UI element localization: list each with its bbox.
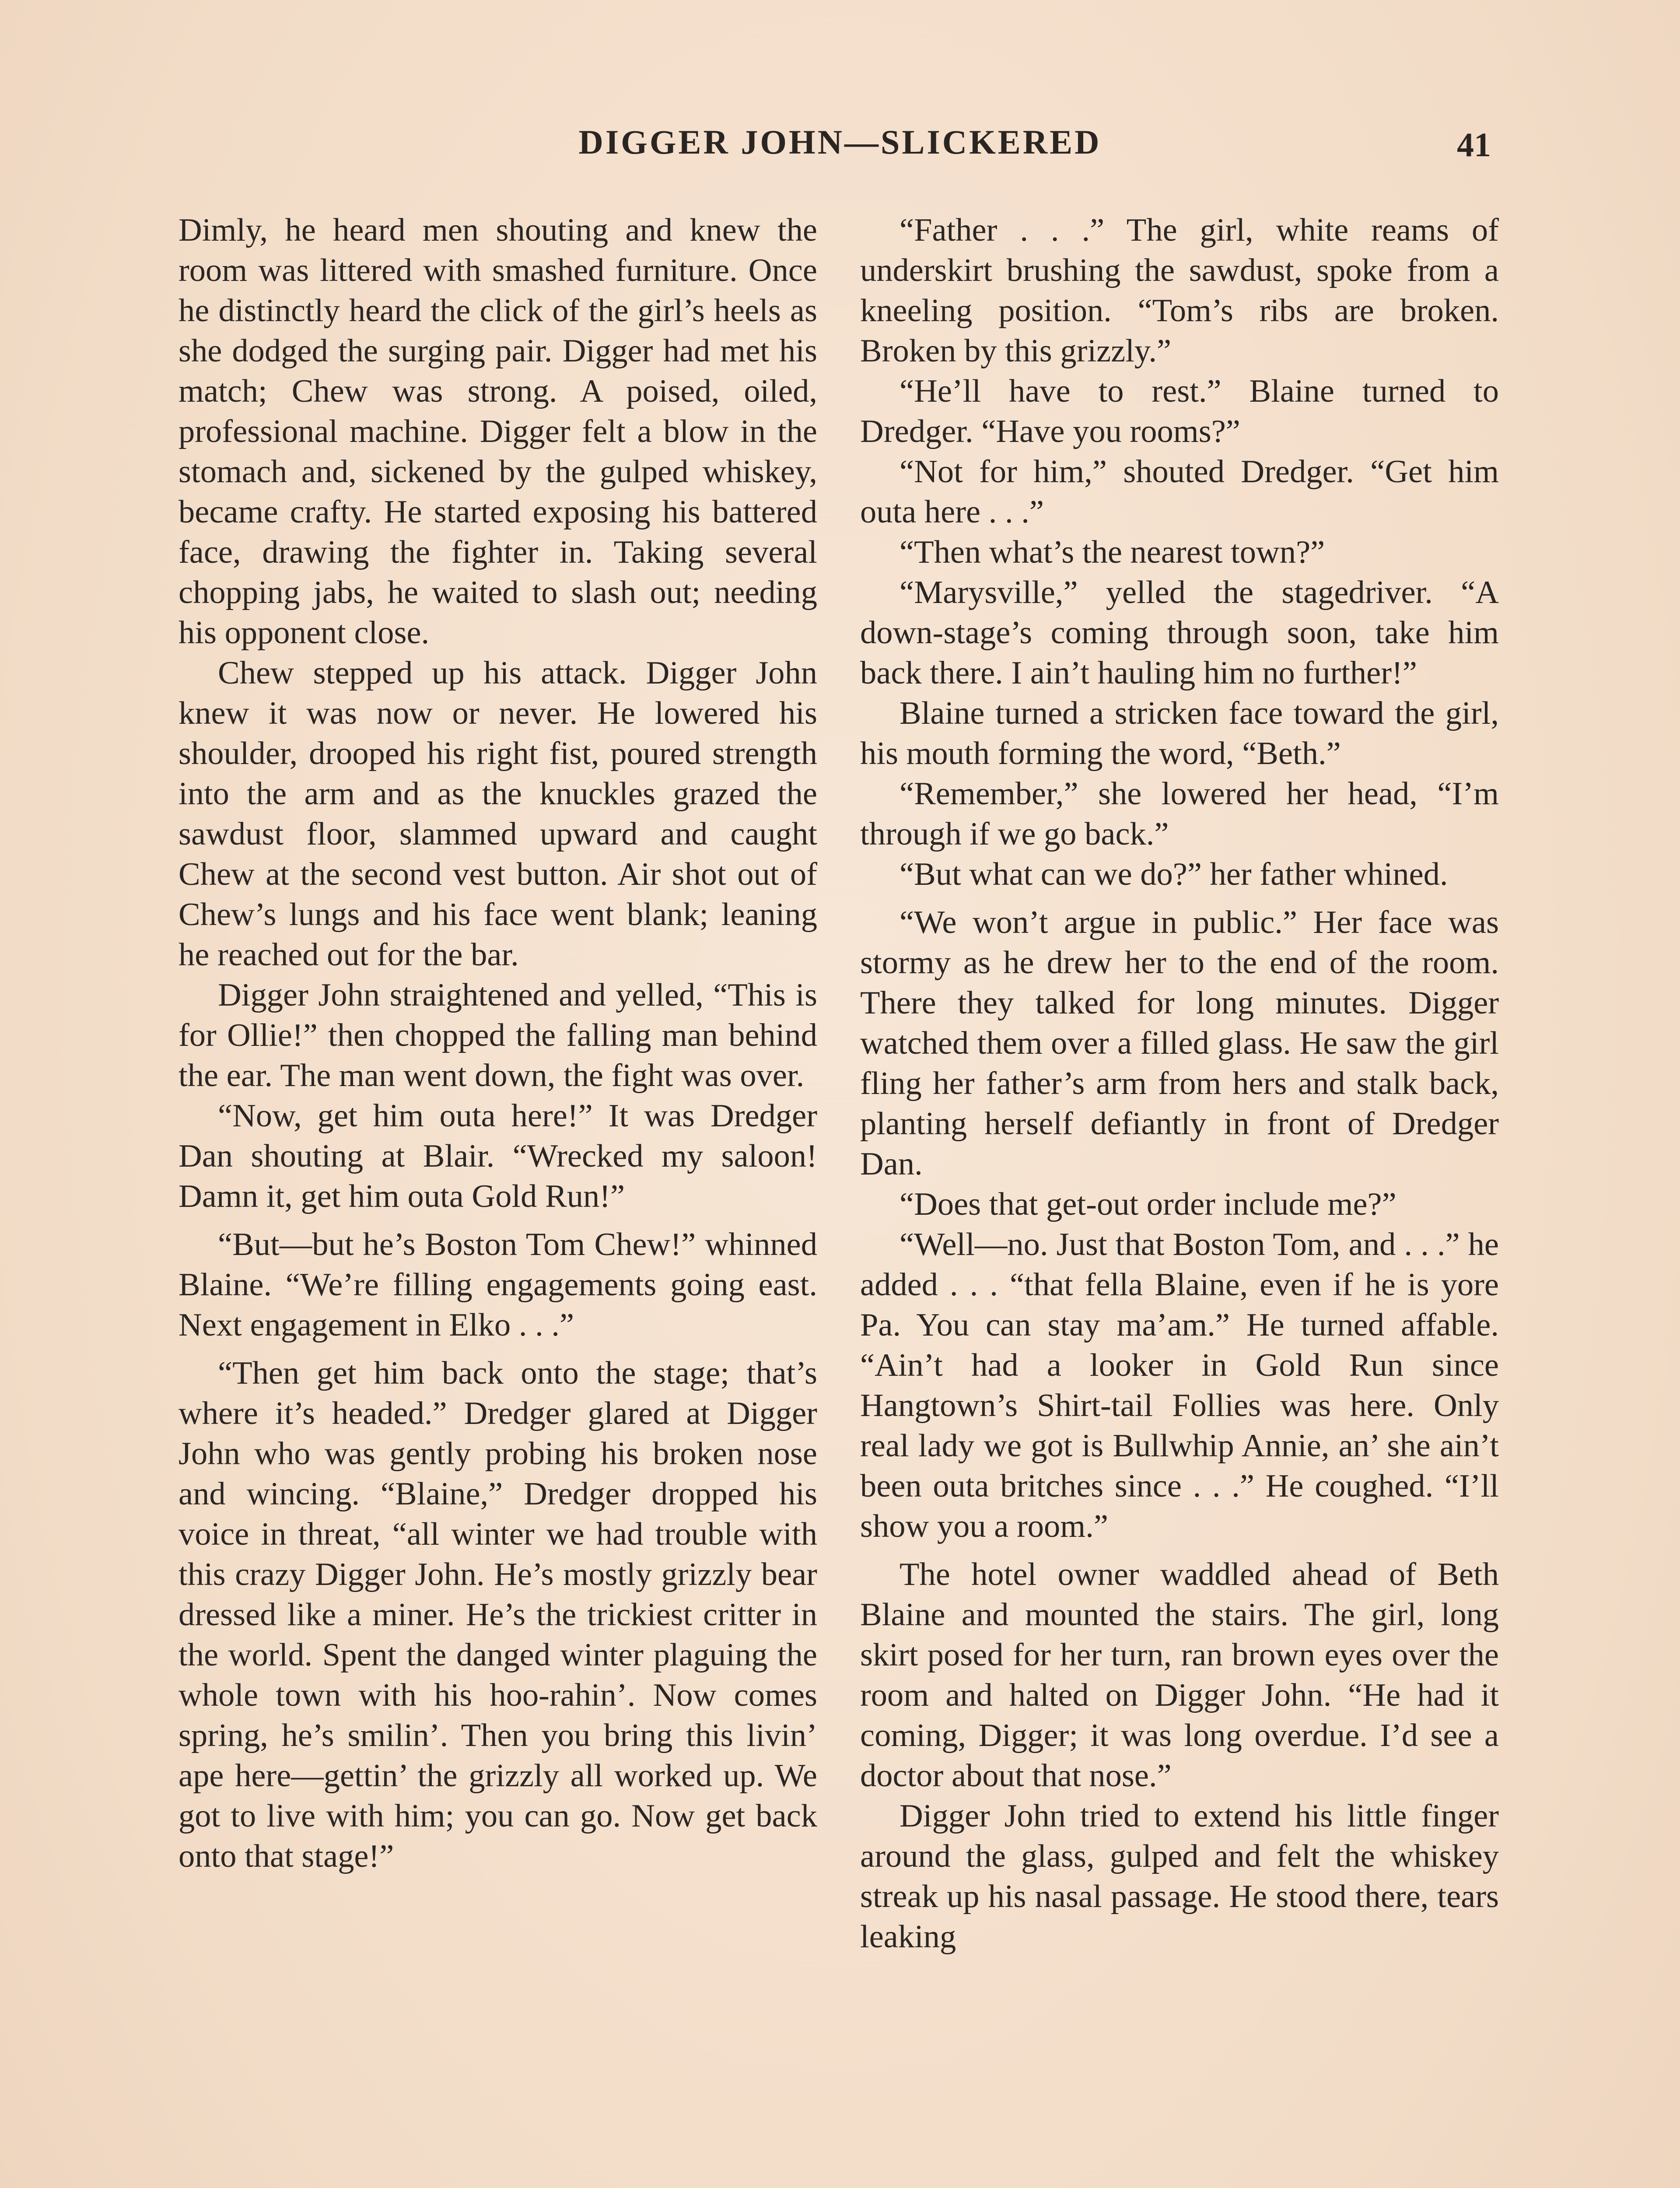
page-title: DIGGER JOHN—SLICKERED: [578, 123, 1102, 161]
paragraph: “Not for him,” shouted Dredger. “Get him outa here . . .”: [860, 454, 1499, 530]
paragraph: Blaine turned a stricken face toward the girl, his mouth forming the word, “Beth.”: [860, 695, 1499, 771]
paragraph: The hotel owner waddled ahead of Beth Blaine and mounted the stairs. The girl, long skirt posed for her turn, ran brown eyes over the room and halted on Digger John. “He had it coming, Digger; it was long overdue. I’d see a doctor about that nose.”: [860, 1557, 1499, 1794]
paragraph: “Then get him back onto the stage; that’s where it’s headed.” Dredger glared at Digger John who was gently probing his broken nose and wincing. “Blaine,” Dredger dropped his voice in threat, “all winter we had trouble with this crazy Digger John. He’s mostly grizzly bear dressed like a miner. He’s the trickiest critter in the world. Spent the danged winter plaguing the whole town with his hoo-rahin’. Now comes spring, he’s smilin’. Then you bring this livin’ ape here—gettin’ the grizzly all worked up. We got to live with him; you can go. Now get back onto that stage!”: [178, 1355, 817, 1874]
paragraph: Digger John straightened and yelled, “This is for Ollie!” then chopped the falling man behind the ear. The man went down, the fight was over.: [178, 977, 817, 1094]
paragraph: “Then what’s the nearest town?”: [900, 534, 1325, 570]
page-number: 41: [1457, 126, 1491, 164]
paragraph: “Remember,” she lowered her head, “I’m through if we go back.”: [860, 776, 1499, 852]
paragraph: “Does that get-out order include me?”: [900, 1186, 1396, 1222]
paragraph: “We won’t argue in public.” Her face was stormy as he drew her to the end of the room. There they talked for long minutes. Digger watched them over a filled glass. He saw the girl fling her father’s arm from hers and stalk back, planting herself defiantly in front of Dredger Dan.: [860, 905, 1499, 1182]
running-head: [0, 123, 1680, 171]
paragraph: “He’ll have to rest.” Blaine turned to Dredger. “Have you rooms?”: [860, 373, 1499, 449]
paragraph: “But what can we do?” her father whined.: [900, 856, 1448, 892]
paragraph: “Now, get him outa here!” It was Dredger Dan shouting at Blair. “Wrecked my saloon! Damn it, get him outa Gold Run!”: [178, 1098, 817, 1214]
paragraph: Dimly, he heard men shouting and knew the room was littered with smashed furniture. Once he distinctly heard the click of the girl’s heels as she dodged the surging pair. Digger had met his match; Chew was strong. A poised, oiled, professional machine. Digger felt a blow in the stomach and, sickened by the gulped whiskey, became crafty. He started exposing his battered face, drawing the fighter in. Taking several chopping jabs, he waited to slash out; needing his opponent close.: [178, 212, 817, 651]
paragraph: “Marysville,” yelled the stagedriver. “A down-stage’s coming through soon, take him back there. I ain’t hauling him no further!”: [860, 575, 1499, 691]
right-column: [860, 210, 1499, 2188]
paragraph: Chew stepped up his attack. Digger John knew it was now or never. He lowered his shoulder, drooped his right fist, poured strength into the arm and as the knuckles grazed the sawdust floor, slammed upward and caught Chew at the second vest button. Air shot out of Chew’s lungs and his face went blank; leaning he reached out for the bar.: [178, 655, 817, 973]
paragraph: Digger John tried to extend his little finger around the glass, gulped and felt the whiskey streak up his nasal passage. He stood there, tears leaking: [860, 1798, 1499, 1955]
left-column: [178, 210, 817, 2188]
paragraph: “Father . . .” The girl, white reams of underskirt brushing the sawdust, spoke from a kneeling position. “Tom’s ribs are broken. Broken by this grizzly.”: [860, 212, 1499, 369]
paragraph: “Well—no. Just that Boston Tom, and . . .” he added . . . “that fella Blaine, even if he is yore Pa. You can stay ma’am.” He turned affable. “Ain’t had a looker in Gold Run since Hangtown’s Shirt-tail Follies was here. Only real lady we got is Bullwhip Annie, an’ she ain’t been outa britches since . . .” He coughed. “I’ll show you a room.”: [860, 1227, 1499, 1544]
paragraph: “But—but he’s Boston Tom Chew!” whinned Blaine. “We’re filling engagements going east. Next engagement in Elko . . .”: [178, 1227, 817, 1343]
